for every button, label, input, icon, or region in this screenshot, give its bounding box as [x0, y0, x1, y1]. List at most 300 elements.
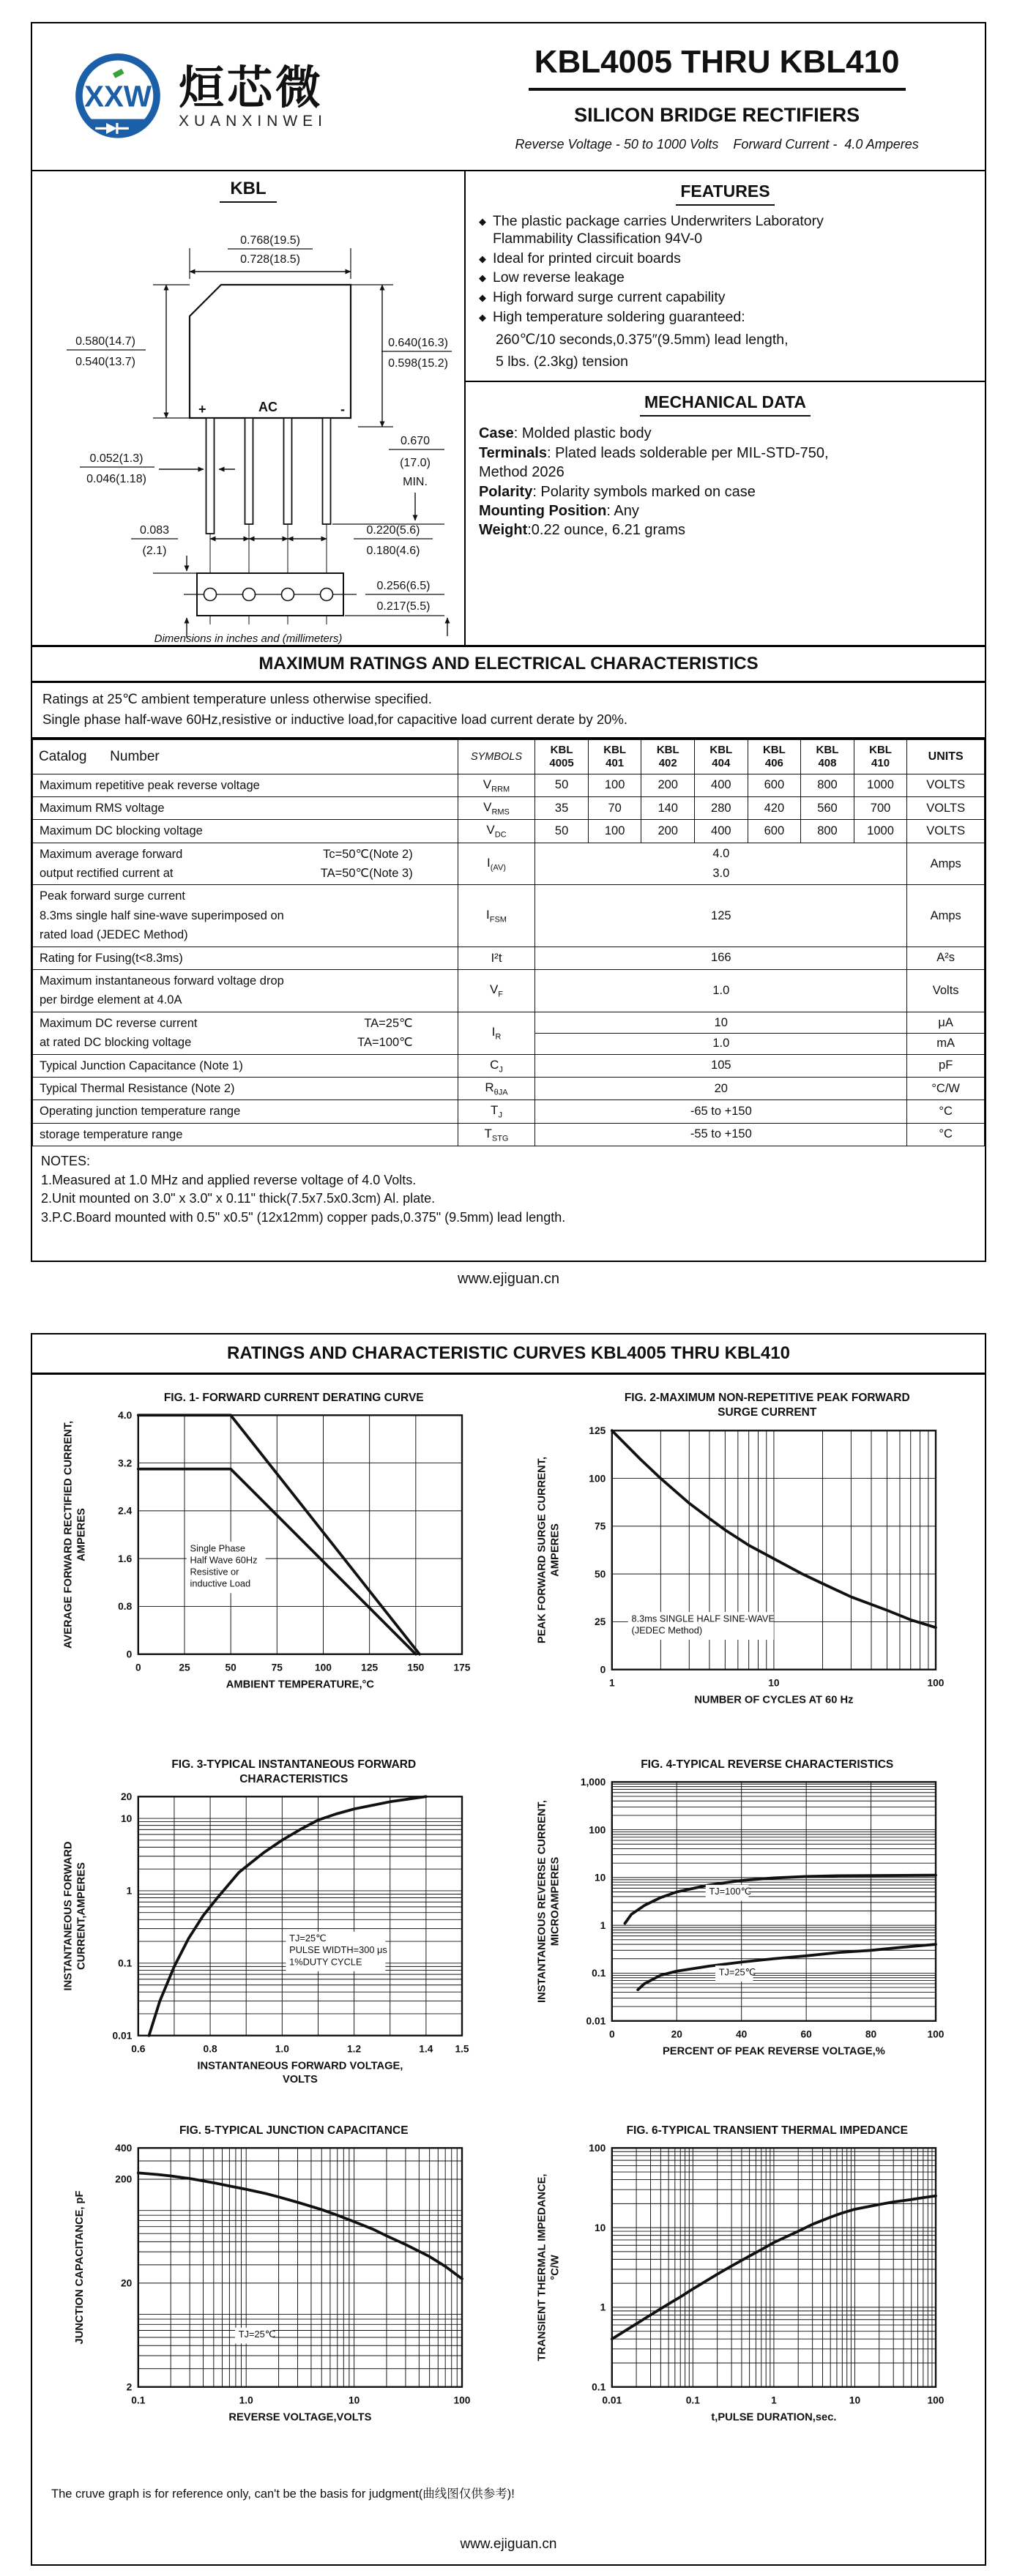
mechanical-row — [479, 444, 972, 482]
text: 8.3ms SINGLE HALF SINE-WAVE — [631, 1613, 775, 1624]
text: 40 — [735, 2028, 748, 2040]
leads — [206, 418, 330, 534]
text: 1.0 — [239, 2394, 254, 2406]
parameter-cell — [33, 885, 458, 947]
div: 410 — [871, 756, 890, 769]
text: 1.6 — [118, 1553, 133, 1565]
text: 50 — [594, 1568, 606, 1580]
text — [536, 1457, 561, 1643]
text: (JEDEC Method) — [631, 1624, 702, 1636]
value-cell — [535, 1012, 907, 1054]
mechanical-row — [479, 482, 972, 501]
rect — [245, 418, 253, 524]
sub: FSM — [489, 915, 507, 925]
dim-right-min: 0.598(15.2) — [388, 357, 448, 370]
text: 20 — [121, 2277, 133, 2289]
table-row — [33, 885, 985, 947]
text: 100 — [927, 2028, 945, 2040]
text: 50 — [225, 1662, 237, 1673]
dim-leadlen: 0.670 — [400, 435, 430, 447]
text: 80 — [865, 2028, 876, 2040]
rect — [138, 2148, 462, 2386]
plus-terminal-label: + — [198, 402, 206, 417]
polyline — [638, 1944, 936, 1990]
text: 0.8 — [118, 1601, 133, 1613]
ratings-condition-line: Single phase half-wave 60Hz,resistive or inductive load,for capacitive load current derate by 20%. — [42, 711, 628, 727]
div — [40, 864, 451, 883]
div: Typical Junction Capacitance (Note 1) — [40, 1059, 243, 1072]
feature-item — [479, 250, 972, 268]
note-item: 1.Measured at 1.0 MHz and applied reverse voltage of 4.0 Volts. — [41, 1172, 417, 1187]
div: 404 — [712, 756, 731, 769]
figure-title — [127, 1758, 416, 1787]
table-row — [33, 970, 985, 1012]
text — [536, 2174, 561, 2362]
feature-continuation: 260℃/10 seconds,0.375″(9.5mm) lead length, — [495, 331, 789, 348]
span: : Molded plastic body — [513, 425, 652, 442]
div: Peak forward surge current — [40, 889, 186, 903]
value-cell: 800 — [801, 774, 854, 796]
fig5-plot — [53, 2138, 490, 2465]
dim-leadlen-min-label: MIN. — [403, 476, 428, 488]
text: 0.1 — [685, 2394, 700, 2406]
div: Maximum instantaneous forward voltage drop — [40, 974, 284, 988]
page1-footer-url: www.ejiguan.cn — [458, 1271, 559, 1288]
sub: F — [498, 990, 504, 999]
part-column-header — [695, 739, 748, 774]
header — [32, 23, 985, 170]
dim-offset-mm: (2.1) — [142, 545, 167, 557]
dim-pitch-max: 0.220(5.6) — [366, 524, 420, 537]
curves-banner: RATINGS AND CHARACTERISTIC CURVES KBL4005 THRU KBL410 — [32, 1334, 985, 1375]
text: 1.2 — [347, 2043, 362, 2055]
features-section — [466, 171, 985, 382]
text: 0.01 — [112, 2030, 133, 2042]
div: FIG. 3-TYPICAL INSTANTANEOUS FORWARD — [171, 1758, 417, 1771]
text: 75 — [271, 1662, 283, 1673]
tspan: INSTANTANEOUS FORWARD — [62, 1841, 75, 1991]
table-row — [33, 774, 985, 796]
value-cell: 50 — [535, 774, 589, 796]
mechanical-row — [479, 520, 972, 540]
table-row — [33, 1123, 985, 1146]
units-cell: VOLTS — [907, 820, 985, 843]
tspan: TRANSIENT THERMAL IMPEDANCE, — [536, 2173, 548, 2362]
circle — [320, 589, 332, 601]
company-name-pinyin: XUANXINWEI — [179, 113, 328, 130]
dim-leadw-min: 0.046(1.18) — [86, 473, 146, 485]
notes-title: NOTES: — [41, 1154, 91, 1169]
note-item: 3.P.C.Board mounted with 0.5" x0.5" (12x12mm) copper pads,0.375" (9.5mm) lead length. — [41, 1209, 566, 1225]
note-item: 2.Unit mounted on 3.0" x 3.0" x 0.11" thick(7.5x7.5x0.3cm) Al. plate. — [41, 1191, 436, 1206]
span: Maximum average forward — [40, 847, 183, 861]
fig2-plot — [527, 1421, 964, 1747]
text: 1 — [600, 2301, 606, 2313]
fig3-plot — [53, 1787, 490, 2113]
value-cell: 280 — [695, 796, 748, 819]
diamond-bullet-icon: ◆ — [478, 292, 486, 304]
parameter-cell — [33, 1077, 458, 1100]
package-name: KBL — [220, 179, 276, 203]
text: 2 — [126, 2381, 133, 2393]
value-cell: 420 — [748, 796, 801, 819]
symbol-cell: $I_{(AV)}$ — [458, 843, 535, 885]
parameter-cell — [33, 970, 458, 1012]
mechanical-row — [479, 424, 972, 443]
value-cell: 800 — [801, 820, 854, 843]
text: 1.5 — [455, 2043, 469, 2055]
text — [536, 1800, 561, 2003]
text: AMBIENT TEMPERATURE,°C — [226, 1679, 375, 1691]
text: 1 — [600, 1919, 606, 1931]
diamond-bullet-icon: ◆ — [478, 311, 486, 323]
parameter-cell — [33, 820, 458, 843]
dim-top-max: 0.768(19.5) — [240, 234, 300, 247]
text: 100 — [589, 2143, 606, 2154]
parameter-cell — [33, 843, 458, 885]
units-cell: Amps — [907, 843, 985, 885]
value-cell: 125 — [535, 885, 907, 947]
parameter-cell — [33, 796, 458, 819]
text: 0 — [126, 1649, 133, 1660]
div: High temperature soldering guaranteed: — [492, 308, 745, 325]
div — [493, 269, 625, 287]
drawing-caption: Dimensions in inches and (millimeters) — [154, 632, 343, 645]
div: 10 — [714, 1016, 728, 1030]
div: 4005 — [549, 756, 574, 769]
value-cell: 200 — [641, 774, 695, 796]
div: SURGE CURRENT — [718, 1406, 817, 1419]
logo-mark-icon — [67, 48, 168, 149]
div: KBL — [656, 744, 679, 757]
text: 1 — [608, 1677, 615, 1689]
parameter-cell — [33, 774, 458, 796]
units-cell: VOLTS — [907, 774, 985, 796]
text: 0.01 — [586, 2015, 606, 2027]
text: 1,000 — [580, 1776, 606, 1788]
mechanical-row — [479, 501, 972, 520]
value-cell: 50 — [535, 820, 589, 843]
voltage-current-line: Reverse Voltage - 50 to 1000 Volts Forward Current - 4.0 Amperes — [515, 137, 919, 152]
text: 10 — [768, 1677, 780, 1689]
ratings-banner: MAXIMUM RATINGS AND ELECTRICAL CHARACTERISTICS — [32, 645, 985, 683]
span: Weight — [478, 522, 528, 539]
div — [40, 1033, 451, 1052]
text: 20 — [121, 1791, 133, 1802]
table-row — [33, 1100, 985, 1123]
div: Flammability Classification 94V-0 — [492, 230, 703, 247]
text: 100 — [927, 1677, 945, 1689]
div — [479, 392, 972, 417]
text: 10 — [849, 2394, 860, 2406]
ratings-conditions — [32, 683, 985, 739]
text: 0.1 — [131, 2394, 146, 2406]
rect — [322, 418, 330, 524]
table-row — [33, 1054, 985, 1077]
units-cell: °C — [907, 1123, 985, 1146]
tspan: AMPERES — [549, 1523, 562, 1577]
notes-list — [41, 1171, 976, 1228]
text: 0.8 — [203, 2043, 217, 2055]
div: KBL — [869, 744, 892, 757]
tspan: °C/W — [549, 2255, 562, 2280]
span: TA=25℃ — [364, 1016, 413, 1030]
div — [37, 179, 460, 203]
div: KBL — [709, 744, 733, 757]
right-column — [466, 171, 985, 645]
value-cell: 100 — [588, 774, 641, 796]
mechanical-list — [479, 424, 972, 540]
ac-terminal-label: AC — [258, 400, 277, 414]
value-cell: 1.0 — [535, 970, 907, 1012]
fig6 — [509, 2124, 983, 2465]
div: KBL — [816, 744, 839, 757]
value-cell: 105 — [535, 1054, 907, 1077]
parameter-cell — [33, 947, 458, 969]
ratings-condition-line: Ratings at 25℃ ambient temperature unless otherwise specified. — [42, 691, 432, 706]
value-cell: 1000 — [854, 820, 907, 843]
fig3 — [35, 1758, 509, 2113]
div: High forward surge current capability — [492, 289, 726, 306]
polyline — [138, 2173, 462, 2279]
units-cell: pF — [907, 1054, 985, 1077]
span: Case — [478, 425, 514, 442]
div: Low reverse leakage — [492, 269, 625, 286]
text: 0.6 — [131, 2043, 146, 2055]
value-cell: 400 — [695, 820, 748, 843]
text: 20 — [671, 2028, 682, 2040]
symbol-cell: $V_F$ — [458, 970, 535, 1012]
tspan: AVERAGE FORWARD RECTIFIED CURRENT, — [62, 1421, 75, 1649]
features-list — [479, 213, 972, 370]
div: 4.0 — [712, 847, 730, 861]
text: PERCENT OF PEAK REVERSE VOLTAGE,% — [662, 2045, 885, 2058]
text: 175 — [453, 1662, 471, 1673]
features-title: FEATURES — [676, 182, 774, 206]
part-column-header — [588, 739, 641, 774]
rect — [206, 418, 214, 534]
package-body — [190, 285, 351, 418]
ratings-table — [32, 739, 985, 1147]
value-cell: 200 — [641, 820, 695, 843]
mechanical-data-section — [466, 382, 985, 645]
dim-left-min: 0.540(13.7) — [75, 356, 135, 368]
notes-section — [32, 1146, 985, 1261]
package-outline-box — [32, 171, 466, 645]
value-cell: 100 — [588, 820, 641, 843]
div — [40, 845, 451, 864]
logo-text — [179, 63, 328, 130]
table-row — [33, 796, 985, 819]
div: rated load (JEDEC Method) — [40, 928, 188, 942]
div: KBL — [603, 744, 627, 757]
span: TA=100℃ — [357, 1036, 413, 1050]
dim-leadw-max: 0.052(1.3) — [89, 452, 144, 465]
dim-left-max: 0.580(14.7) — [75, 335, 135, 348]
text: 25 — [179, 1662, 190, 1673]
span: Maximum DC reverse current — [40, 1016, 198, 1030]
text: 125 — [589, 1425, 606, 1436]
div — [479, 182, 972, 206]
units-cell — [907, 1012, 985, 1054]
text: 0.1 — [591, 1967, 606, 1979]
div: 1.0 — [535, 1033, 906, 1053]
text: 1%DUTY CYCLE — [289, 1956, 362, 1968]
div: Ideal for printed circuit boards — [492, 250, 681, 266]
div: FIG. 4-TYPICAL REVERSE CHARACTERISTICS — [641, 1758, 894, 1771]
div — [493, 213, 824, 248]
value-cell: 70 — [588, 796, 641, 819]
table-header-row — [33, 739, 985, 774]
text: TJ=25℃ — [718, 1966, 756, 1978]
tspan: CURRENT,AMPERES — [75, 1862, 88, 1970]
package-drawing — [43, 206, 453, 645]
units-cell: °C/W — [907, 1077, 985, 1100]
value-cell: 1000 — [854, 774, 907, 796]
text: 10 — [121, 1812, 133, 1824]
text: TJ=100℃ — [709, 1885, 751, 1897]
value-cell: 560 — [801, 796, 854, 819]
text: 60 — [800, 2028, 812, 2040]
logo-letters: XXW — [84, 79, 152, 113]
sub: RRM — [491, 784, 510, 794]
text: 100 — [589, 1472, 606, 1484]
rect — [283, 418, 291, 524]
title-block — [462, 44, 972, 152]
text: Single Phase — [190, 1542, 246, 1554]
datasheet-page-2 — [31, 1333, 986, 2566]
fig6-plot — [527, 2138, 964, 2465]
text: 100 — [927, 2394, 945, 2406]
symbol-cell: $T_{STG}$ — [458, 1123, 535, 1146]
part-number-title: KBL4005 THRU KBL410 — [529, 44, 906, 91]
text: Resistive or — [190, 1567, 239, 1578]
text — [63, 1841, 88, 1990]
page2-footer-url: www.ejiguan.cn — [460, 2536, 557, 2553]
feature-item — [479, 269, 972, 287]
text: 100 — [589, 1824, 606, 1836]
text: 10 — [594, 1872, 606, 1884]
text: 75 — [594, 1520, 606, 1532]
div: Method 2026 — [478, 464, 565, 481]
value-cell: -55 to +150 — [535, 1123, 907, 1146]
part-column-header — [641, 739, 695, 774]
sub: DC — [494, 830, 507, 840]
logo-green-accent — [113, 69, 124, 78]
table-row — [33, 843, 985, 885]
fig5 — [35, 2124, 509, 2465]
tspan: INSTANTANEOUS REVERSE CURRENT, — [536, 1799, 548, 2003]
span: : Any — [606, 503, 639, 519]
fig4 — [509, 1758, 983, 2113]
content-columns — [32, 170, 985, 645]
div: FIG. 1- FORWARD CURRENT DERATING CURVE — [163, 1392, 424, 1405]
div: Maximum RMS voltage — [40, 801, 165, 815]
div — [493, 250, 681, 268]
text: 0.1 — [591, 2381, 606, 2393]
text: TJ=25℃ — [239, 2329, 276, 2340]
span: Polarity — [478, 483, 533, 500]
polyline — [138, 1416, 420, 1654]
text: 1.4 — [419, 2043, 433, 2055]
sub: R — [495, 1032, 502, 1042]
diamond-bullet-icon: ◆ — [478, 216, 486, 227]
div: 401 — [606, 756, 625, 769]
circle — [204, 589, 216, 601]
div: μA — [938, 1016, 953, 1030]
text: Half Wave 60Hz — [190, 1554, 258, 1566]
units-cell: Amps — [907, 885, 985, 947]
span: : Polarity symbols marked on case — [532, 483, 756, 500]
div: per birdge element at 4.0A — [40, 993, 182, 1007]
units-cell: VOLTS — [907, 796, 985, 819]
symbol-cell: $V_{DC}$ — [458, 820, 535, 843]
span: Tc=50℃(Note 2) — [323, 847, 413, 861]
text — [74, 2191, 86, 2345]
text: 1 — [770, 2394, 777, 2406]
part-column-header — [801, 739, 854, 774]
circle — [281, 589, 294, 601]
table-row — [33, 1077, 985, 1100]
symbol-cell: $V_{RMS}$ — [458, 796, 535, 819]
value-cell: 700 — [854, 796, 907, 819]
text: 3.2 — [118, 1457, 133, 1469]
text: PULSE WIDTH=300 μs — [289, 1944, 388, 1956]
text: 10 — [594, 2222, 606, 2233]
span: :0.22 ounce, 6.21 grams — [527, 522, 685, 539]
catalog-number-header: Catalog Number — [33, 739, 458, 774]
text: 4.0 — [118, 1410, 133, 1422]
text: 125 — [361, 1662, 379, 1673]
value-cell: 140 — [641, 796, 695, 819]
feature-continuation: 5 lbs. (2.3kg) tension — [495, 354, 628, 370]
company-name-chinese: 烜芯微 — [179, 63, 324, 113]
company-logo — [45, 48, 462, 149]
span: Terminals — [478, 444, 547, 461]
part-column-header — [748, 739, 801, 774]
parameter-cell — [33, 1100, 458, 1123]
div — [40, 1014, 451, 1033]
div: FIG. 5-TYPICAL JUNCTION CAPACITANCE — [179, 2124, 409, 2137]
text: VOLTS — [283, 2074, 318, 2086]
text: 400 — [115, 2143, 133, 2154]
div: CHARACTERISTICS — [239, 1772, 349, 1785]
parameter-cell — [33, 1012, 458, 1054]
figure-title — [135, 2124, 409, 2138]
dim-offset: 0.083 — [139, 524, 169, 537]
figures-grid — [32, 1375, 985, 2465]
sub: J — [499, 1064, 503, 1074]
value-cell: 35 — [535, 796, 589, 819]
tbody — [33, 739, 985, 1146]
dim-plate-min: 0.217(5.5) — [376, 600, 431, 613]
text: 0.01 — [602, 2394, 622, 2406]
span: at rated DC blocking voltage — [40, 1036, 192, 1050]
text: 150 — [407, 1662, 425, 1673]
symbol-cell: I²t — [458, 947, 535, 969]
dim-right-max: 0.640(16.3) — [388, 337, 448, 349]
figure-title — [597, 1758, 893, 1772]
sub: RMS — [491, 807, 510, 817]
span: output rectified current at — [40, 867, 174, 881]
div: The plastic package carries Underwriters Laboratory — [492, 213, 824, 229]
value-cell: 20 — [535, 1077, 907, 1100]
text: INSTANTANEOUS FORWARD VOLTAGE, — [197, 2060, 403, 2072]
value-cell: 600 — [748, 820, 801, 843]
div — [493, 289, 726, 307]
text: TJ=25℃ — [289, 1932, 327, 1944]
symbol-cell: $C_J$ — [458, 1054, 535, 1077]
